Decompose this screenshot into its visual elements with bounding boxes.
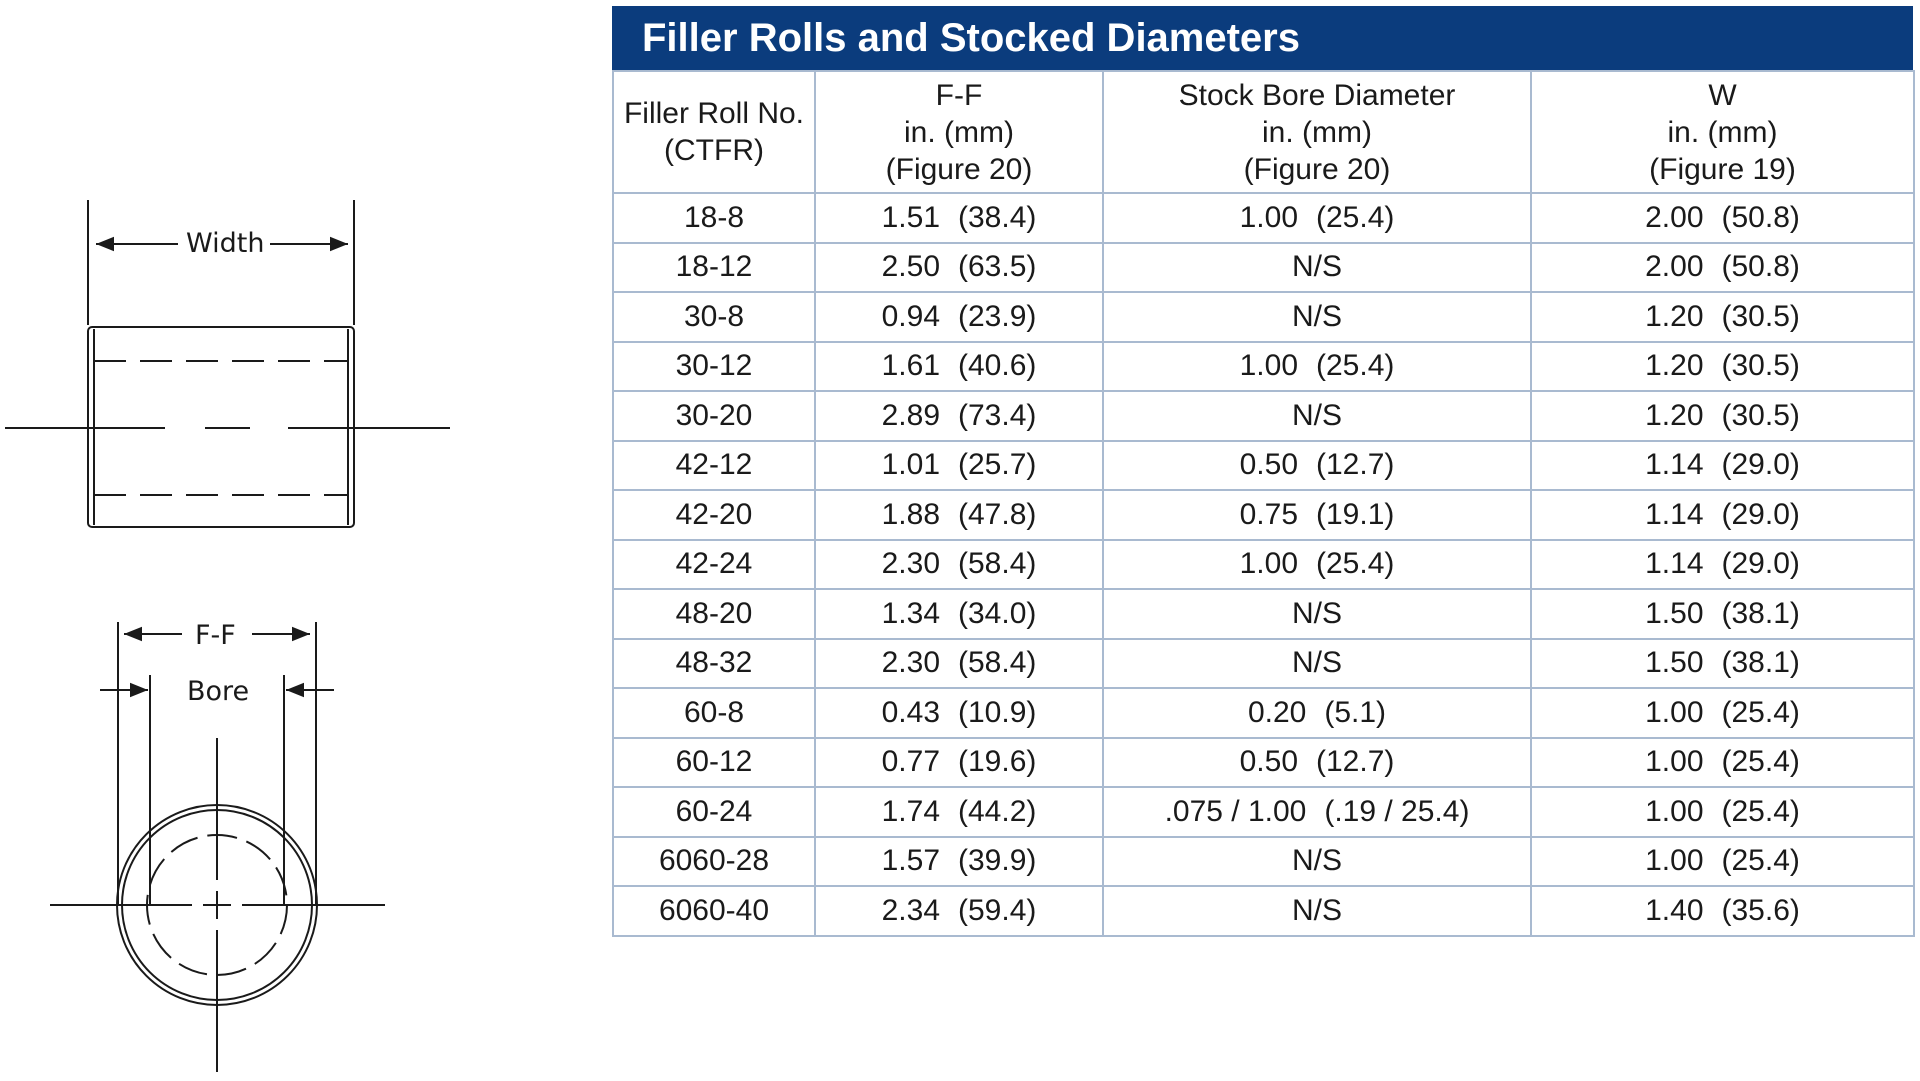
cell-ff-mm: (19.6) xyxy=(958,745,1037,779)
table-row xyxy=(613,639,1914,689)
cell-bore xyxy=(1103,540,1531,590)
cell-ff-in: 1.57 xyxy=(881,844,940,878)
cell-filler-roll-no: 18-8 xyxy=(613,193,815,243)
cell-w-mm: (30.5) xyxy=(1721,398,1800,432)
cell-bore xyxy=(1103,342,1531,392)
cell-filler-roll-no: 30-20 xyxy=(613,391,815,441)
header-filler-roll-no: Filler Roll No. (CTFR) xyxy=(613,71,815,193)
cell-bore-in: 0.20 xyxy=(1247,695,1307,729)
cell-bore-in: 0.75 xyxy=(1239,497,1298,531)
table-row xyxy=(613,589,1914,639)
cell-bore xyxy=(1103,589,1531,639)
filler-roll-diagram xyxy=(0,0,600,1081)
cell-bore-mm: (25.4) xyxy=(1316,547,1395,581)
cell-ff-mm: (59.4) xyxy=(958,893,1037,927)
cell-w-in: 1.50 xyxy=(1645,646,1704,680)
cell-ff-in: 1.34 xyxy=(881,596,940,630)
cell-ff xyxy=(815,886,1103,936)
cell-ff-in: 1.74 xyxy=(881,794,940,828)
cell-w-in: 1.00 xyxy=(1645,745,1704,779)
cell-filler-roll-no: 6060-28 xyxy=(613,837,815,887)
cell-bore-in: 0.50 xyxy=(1239,448,1298,482)
cell-w xyxy=(1531,243,1914,293)
cell-ff-in: 2.30 xyxy=(881,646,940,680)
cell-w-in: 1.20 xyxy=(1645,349,1704,383)
cell-filler-roll-no: 42-20 xyxy=(613,490,815,540)
table-row xyxy=(613,787,1914,837)
cell-ff-mm: (10.9) xyxy=(958,695,1037,729)
cell-ff-mm: (39.9) xyxy=(958,844,1037,878)
cell-w-in: 1.00 xyxy=(1645,695,1704,729)
cell-ff xyxy=(815,193,1103,243)
cell-bore xyxy=(1103,688,1531,738)
cell-bore-mm: (12.7) xyxy=(1316,745,1395,779)
cell-w xyxy=(1531,738,1914,788)
cell-ff-in: 1.88 xyxy=(881,497,940,531)
cell-filler-roll-no: 60-8 xyxy=(613,688,815,738)
cell-bore xyxy=(1103,391,1531,441)
cell-bore xyxy=(1103,292,1531,342)
cell-filler-roll-no: 48-20 xyxy=(613,589,815,639)
filler-rolls-table-panel xyxy=(612,6,1913,937)
cell-w-in: 2.00 xyxy=(1645,250,1704,284)
cell-ff-mm: (23.9) xyxy=(958,299,1037,333)
cell-w-in: 1.14 xyxy=(1645,497,1704,531)
cell-bore-mm: (.19 / 25.4) xyxy=(1324,794,1470,828)
cell-ff-mm: (40.6) xyxy=(958,349,1037,383)
cell-w-mm: (30.5) xyxy=(1721,349,1800,383)
cell-ff xyxy=(815,589,1103,639)
cell-ff-mm: (38.4) xyxy=(958,200,1037,234)
cell-filler-roll-no: 60-12 xyxy=(613,738,815,788)
table-row xyxy=(613,490,1914,540)
cell-bore xyxy=(1103,886,1531,936)
table-row xyxy=(613,837,1914,887)
cell-ff xyxy=(815,639,1103,689)
cell-bore-in: N/S xyxy=(1291,398,1342,432)
cell-ff-mm: (58.4) xyxy=(958,547,1037,581)
table-header-row xyxy=(613,71,1914,193)
cell-ff-mm: (34.0) xyxy=(958,596,1037,630)
cell-w-in: 2.00 xyxy=(1645,200,1704,234)
cell-ff-mm: (58.4) xyxy=(958,646,1037,680)
table-row xyxy=(613,292,1914,342)
cell-w xyxy=(1531,688,1914,738)
cell-bore-in: 1.00 xyxy=(1239,200,1298,234)
table-row xyxy=(613,243,1914,293)
cell-filler-roll-no: 30-8 xyxy=(613,292,815,342)
cell-bore-in: N/S xyxy=(1291,844,1342,878)
cell-ff-mm: (25.7) xyxy=(958,448,1037,482)
cell-ff xyxy=(815,837,1103,887)
cell-w-mm: (29.0) xyxy=(1721,448,1800,482)
cell-ff-in: 2.30 xyxy=(881,547,940,581)
cell-bore-in: 1.00 xyxy=(1239,349,1298,383)
cell-w xyxy=(1531,342,1914,392)
cell-bore-in: N/S xyxy=(1291,299,1342,333)
table-row xyxy=(613,193,1914,243)
cell-w-mm: (25.4) xyxy=(1721,695,1800,729)
cell-ff-in: 2.34 xyxy=(881,893,940,927)
table-title: Filler Rolls and Stocked Diameters xyxy=(612,6,1913,70)
cell-bore xyxy=(1103,193,1531,243)
cell-w xyxy=(1531,490,1914,540)
cell-bore-in: N/S xyxy=(1291,250,1342,284)
cell-bore-in: 0.50 xyxy=(1239,745,1298,779)
header-w: W in. (mm) (Figure 19) xyxy=(1531,71,1914,193)
cell-filler-roll-no: 48-32 xyxy=(613,639,815,689)
cell-w-in: 1.14 xyxy=(1645,448,1704,482)
cell-ff xyxy=(815,292,1103,342)
cell-ff xyxy=(815,391,1103,441)
cell-ff xyxy=(815,441,1103,491)
cell-ff-in: 0.94 xyxy=(881,299,940,333)
table-row xyxy=(613,738,1914,788)
cell-bore-mm: (5.1) xyxy=(1324,695,1387,729)
diagram-drawing xyxy=(0,0,600,1081)
cell-filler-roll-no: 60-24 xyxy=(613,787,815,837)
table-row xyxy=(613,441,1914,491)
ff-label: F-F xyxy=(189,622,242,649)
cell-bore-in: .075 / 1.00 xyxy=(1164,794,1307,828)
table-row xyxy=(613,540,1914,590)
cell-bore-in: N/S xyxy=(1291,893,1342,927)
bore-label: Bore xyxy=(181,678,255,705)
cell-w-in: 1.14 xyxy=(1645,547,1704,581)
cell-bore-in: N/S xyxy=(1291,596,1342,630)
cell-w xyxy=(1531,193,1914,243)
cell-w xyxy=(1531,391,1914,441)
cell-ff xyxy=(815,787,1103,837)
table-row xyxy=(613,886,1914,936)
cell-w-in: 1.00 xyxy=(1645,844,1704,878)
cell-w-in: 1.20 xyxy=(1645,299,1704,333)
cell-ff xyxy=(815,738,1103,788)
cell-w-in: 1.40 xyxy=(1645,893,1704,927)
cell-ff-in: 1.61 xyxy=(881,349,940,383)
cell-filler-roll-no: 42-12 xyxy=(613,441,815,491)
cell-bore-mm: (19.1) xyxy=(1316,497,1395,531)
cell-bore-mm: (12.7) xyxy=(1316,448,1395,482)
cell-w-mm: (25.4) xyxy=(1721,794,1800,828)
cell-w-mm: (35.6) xyxy=(1721,893,1800,927)
cell-ff xyxy=(815,540,1103,590)
cell-w-mm: (29.0) xyxy=(1721,497,1800,531)
cell-bore-mm: (25.4) xyxy=(1316,200,1395,234)
cell-w-mm: (38.1) xyxy=(1721,596,1800,630)
cell-w-mm: (50.8) xyxy=(1721,250,1800,284)
filler-rolls-table xyxy=(612,70,1915,937)
cell-bore xyxy=(1103,738,1531,788)
cell-ff-in: 1.01 xyxy=(881,448,940,482)
cell-filler-roll-no: 18-12 xyxy=(613,243,815,293)
cell-ff xyxy=(815,243,1103,293)
cell-ff xyxy=(815,490,1103,540)
cell-bore xyxy=(1103,837,1531,887)
header-stock-bore-diameter: Stock Bore Diameter in. (mm) (Figure 20) xyxy=(1103,71,1531,193)
cell-ff-mm: (63.5) xyxy=(958,250,1037,284)
cell-w-in: 1.00 xyxy=(1645,794,1704,828)
cell-bore xyxy=(1103,490,1531,540)
cell-bore-mm: (25.4) xyxy=(1316,349,1395,383)
cell-w xyxy=(1531,886,1914,936)
cell-w xyxy=(1531,540,1914,590)
cell-ff xyxy=(815,688,1103,738)
cell-ff-in: 1.51 xyxy=(881,200,940,234)
cell-w-mm: (50.8) xyxy=(1721,200,1800,234)
cell-filler-roll-no: 30-12 xyxy=(613,342,815,392)
cell-bore xyxy=(1103,243,1531,293)
table-row xyxy=(613,391,1914,441)
cell-bore-in: 1.00 xyxy=(1239,547,1298,581)
cell-filler-roll-no: 42-24 xyxy=(613,540,815,590)
cell-ff-in: 0.43 xyxy=(881,695,940,729)
cell-bore xyxy=(1103,441,1531,491)
cell-ff-mm: (73.4) xyxy=(958,398,1037,432)
cell-w xyxy=(1531,589,1914,639)
table-body xyxy=(613,193,1914,936)
cell-ff-in: 0.77 xyxy=(881,745,940,779)
cell-ff-mm: (44.2) xyxy=(958,794,1037,828)
cell-bore xyxy=(1103,639,1531,689)
cell-bore xyxy=(1103,787,1531,837)
cell-w-mm: (30.5) xyxy=(1721,299,1800,333)
cell-w xyxy=(1531,292,1914,342)
cell-ff-in: 2.89 xyxy=(881,398,940,432)
cell-w xyxy=(1531,837,1914,887)
cell-ff-mm: (47.8) xyxy=(958,497,1037,531)
cell-ff xyxy=(815,342,1103,392)
cell-w-in: 1.50 xyxy=(1645,596,1704,630)
table-row xyxy=(613,688,1914,738)
table-row xyxy=(613,342,1914,392)
cell-w xyxy=(1531,787,1914,837)
cell-w-mm: (38.1) xyxy=(1721,646,1800,680)
width-label: Width xyxy=(180,230,270,257)
cell-bore-in: N/S xyxy=(1291,646,1342,680)
header-ff: F-F in. (mm) (Figure 20) xyxy=(815,71,1103,193)
cell-filler-roll-no: 6060-40 xyxy=(613,886,815,936)
cell-ff-in: 2.50 xyxy=(881,250,940,284)
cell-w-mm: (25.4) xyxy=(1721,844,1800,878)
cell-w xyxy=(1531,639,1914,689)
cell-w xyxy=(1531,441,1914,491)
cell-w-mm: (29.0) xyxy=(1721,547,1800,581)
cell-w-mm: (25.4) xyxy=(1721,745,1800,779)
cell-w-in: 1.20 xyxy=(1645,398,1704,432)
